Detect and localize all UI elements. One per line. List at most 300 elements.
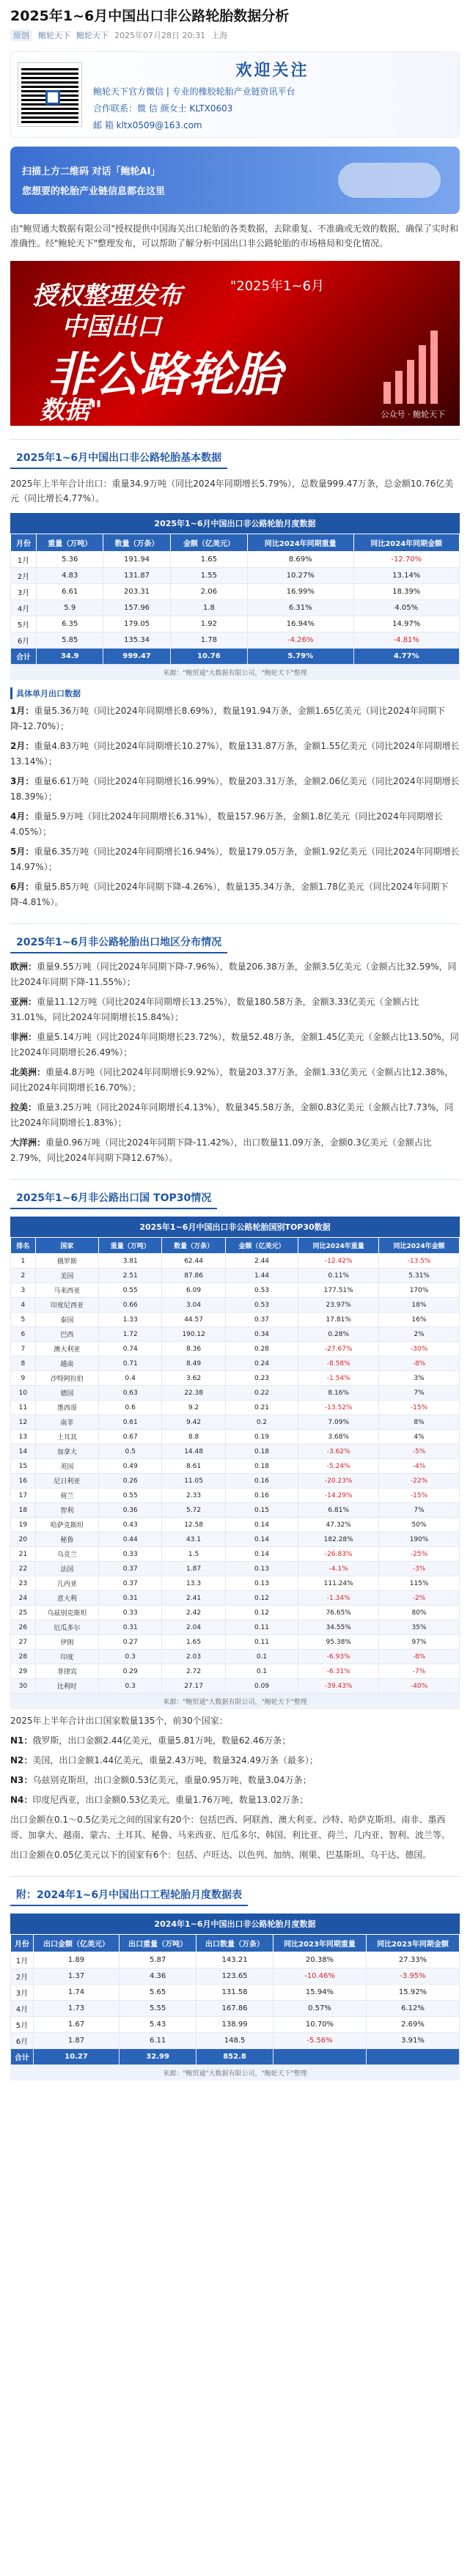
table-cell: 1月 xyxy=(11,1952,34,1968)
table-cell: 0.21 xyxy=(225,1400,298,1415)
table-cell: -5.56% xyxy=(273,2033,367,2049)
table-row xyxy=(11,1591,460,1606)
table-cell: -2% xyxy=(379,1591,460,1606)
table-cell: 1.87 xyxy=(33,2033,119,2049)
table-cell: 德国 xyxy=(35,1386,98,1400)
table-cell: 11.05 xyxy=(162,1474,225,1488)
table-cell: 8.69% xyxy=(248,552,353,568)
table-row xyxy=(11,1606,460,1620)
table-cell: 俄罗斯 xyxy=(35,1254,98,1269)
table-cell: 3.04 xyxy=(162,1298,225,1313)
region-item-label: 大洋洲： xyxy=(10,1137,46,1148)
table-cell: 0.3 xyxy=(99,1679,162,1694)
table-cell: -4.1% xyxy=(298,1562,379,1576)
table-total-row xyxy=(11,2049,460,2065)
table-cell xyxy=(273,2049,367,2065)
table-cell: -6.31% xyxy=(298,1664,379,1679)
table-cell: 6.12% xyxy=(366,2001,459,2017)
table-cell: 17 xyxy=(11,1488,36,1503)
table-cell: 6.81% xyxy=(298,1503,379,1518)
top-country-item-text: 乌兹别克斯坦，出口金额0.53亿美元，重量0.95万吨，数量3.04万条； xyxy=(32,1775,312,1785)
table-cell: 1.78 xyxy=(170,632,247,649)
table-cell: 13 xyxy=(11,1430,36,1444)
table-cell: 0.36 xyxy=(99,1503,162,1518)
table-cell: 1.72 xyxy=(99,1327,162,1342)
follow-heading: 欢迎关注 xyxy=(235,62,309,80)
table-cell: 0.11 xyxy=(225,1620,298,1635)
table-row xyxy=(11,584,460,600)
table-cell: 11 xyxy=(11,1400,36,1415)
table-cell: 0.4 xyxy=(99,1371,162,1386)
table-cell: 法国 xyxy=(35,1562,98,1576)
table-cell: 10.27 xyxy=(33,2049,119,2065)
table-cell: 3.62 xyxy=(162,1371,225,1386)
table-cell: -12.70% xyxy=(353,552,460,568)
table-cell: 0.28 xyxy=(225,1342,298,1357)
intro-paragraph: 由"鲍贸通大数据有限公司"授权提供中国海关出口轮胎的各类数据，去除重复、不准确或无效的数据，确保了实时和准确性。经"鲍轮天下"整理发布，可以帮助了解分析中国出口非公路轮胎的市场格局和变化情况。 xyxy=(10,224,459,248)
table-header-cell: 数量（万条） xyxy=(103,534,170,552)
table-cell: 厄瓜多尔 xyxy=(35,1620,98,1635)
table-cell: 0.44 xyxy=(99,1532,162,1547)
section-regions xyxy=(10,923,460,1166)
banner-line2: 您想要的轮胎产业链信息都在这里 xyxy=(22,186,166,197)
table-cell: 34.55% xyxy=(298,1620,379,1635)
table-cell: -7% xyxy=(379,1664,460,1679)
table-cell: 18.39% xyxy=(353,584,460,600)
month-item-text: 重量5.36万吨（同比2024年同期增长8.69%），数量191.94万条，金额1.65亿美元（同比2024年同期下降-12.70%）； xyxy=(10,706,445,731)
table-row xyxy=(11,1400,460,1415)
region-item-text: 重量0.96万吨（同比2024年同期下降-11.42%），出口数量11.09万条，金额0.3亿美元（金额占比2.79%，同比2024年同期下降12.67%）。 xyxy=(10,1137,432,1163)
table-cell: 12 xyxy=(11,1415,36,1430)
table-cell: 1.37 xyxy=(33,1968,119,1985)
table-cell: 0.27 xyxy=(99,1635,162,1650)
table-cell: 0.49 xyxy=(99,1459,162,1474)
table-row xyxy=(11,1503,460,1518)
table-cell: -20.23% xyxy=(298,1474,379,1488)
table-cell: 6月 xyxy=(11,632,37,649)
table-cell: 16 xyxy=(11,1474,36,1488)
table-cell: 0.09 xyxy=(225,1679,298,1694)
table-cell: 0.6 xyxy=(99,1400,162,1415)
table-cell: -1.34% xyxy=(298,1591,379,1606)
table-cell: 999.47 xyxy=(103,649,170,665)
table-row xyxy=(11,1635,460,1650)
table-cell: 0.16 xyxy=(225,1488,298,1503)
table-cell: 5.65 xyxy=(120,1985,197,2001)
region-item-label: 亚洲： xyxy=(10,997,37,1007)
table-cell: 123.65 xyxy=(197,1968,273,1985)
region-item xyxy=(10,1065,460,1096)
top-country-item-label: N1： xyxy=(10,1735,33,1746)
table-row xyxy=(11,2033,460,2049)
table-cell: 1.65 xyxy=(170,552,247,568)
table-cell: 3.91% xyxy=(366,2033,459,2049)
month-item-text: 重量5.9万吨（同比2024年同期增长6.31%），数量157.96万条，金额1.8亿美元（同比2024年同期增长4.05%）； xyxy=(10,811,443,837)
author-link[interactable]: 鲍轮天下 xyxy=(38,31,70,40)
table-row xyxy=(11,568,460,584)
table-cell: 0.55 xyxy=(99,1283,162,1298)
table-cell: 6.11 xyxy=(120,2033,197,2049)
table-header-cell: 同比2024年同期金额 xyxy=(353,534,460,552)
region-item xyxy=(10,1030,460,1060)
table-cell: 27.17 xyxy=(162,1679,225,1694)
table-cell: 4.05% xyxy=(353,600,460,616)
table-header-cell: 重量（万吨） xyxy=(37,534,103,552)
table-cell: -27.67% xyxy=(298,1342,379,1357)
follow-card xyxy=(10,51,460,138)
table-row xyxy=(11,1576,460,1591)
table-cell: 0.37 xyxy=(225,1313,298,1327)
table-cell xyxy=(366,2049,459,2065)
table-cell: 22 xyxy=(11,1562,36,1576)
table-cell: 4.77% xyxy=(353,649,460,665)
table-cell: -3.62% xyxy=(298,1444,379,1459)
table-cell: 7 xyxy=(11,1342,36,1357)
table-cell: 24 xyxy=(11,1591,36,1606)
table-cell: 0.13 xyxy=(225,1576,298,1591)
table-cell: 泰国 xyxy=(35,1313,98,1327)
table-cell: 148.5 xyxy=(197,2033,273,2049)
table-cell: 157.96 xyxy=(103,600,170,616)
month-item-label: 3月： xyxy=(10,776,34,786)
table-header-cell: 同比2024年金额 xyxy=(379,1238,460,1254)
table-cell: 4% xyxy=(379,1430,460,1444)
table-cell: 143.21 xyxy=(197,1952,273,1968)
region-item xyxy=(10,959,460,990)
table-cell: 34.9 xyxy=(37,649,103,665)
table-row xyxy=(11,1357,460,1371)
table-cell: -13.5% xyxy=(379,1254,460,1269)
table-cell: 179.05 xyxy=(103,616,170,632)
poster-text-d: 非公路轮胎 xyxy=(47,348,282,402)
table-cell: 哈萨克斯坦 xyxy=(35,1518,98,1532)
table-cell: 28 xyxy=(11,1650,36,1664)
region-item-label: 拉美： xyxy=(10,1102,37,1112)
table-header-cell: 出口重量（万吨） xyxy=(120,1935,197,1952)
table-row xyxy=(11,1968,460,1985)
table-cell: 0.18 xyxy=(225,1459,298,1474)
table-cell: 0.26 xyxy=(99,1474,162,1488)
region-item-label: 欧洲： xyxy=(10,962,37,972)
table-cell: 14.48 xyxy=(162,1444,225,1459)
table-cell: 16.94% xyxy=(248,616,353,632)
qr-code[interactable] xyxy=(18,63,81,126)
table-cell: 8.8 xyxy=(162,1430,225,1444)
table-cell: 7.09% xyxy=(298,1415,379,1430)
table-cell: 0.33 xyxy=(99,1547,162,1562)
follow-line1: 鲍轮天下官方微信 | 专业的橡胶轮胎产业链资讯平台 xyxy=(93,86,295,97)
table-cell: 7% xyxy=(379,1503,460,1518)
table-cell: 6.61 xyxy=(37,584,103,600)
table-cell: 沙特阿拉伯 xyxy=(35,1371,98,1386)
table-row xyxy=(11,1283,460,1298)
table-cell: 15.94% xyxy=(273,1985,367,2001)
table-cell: 5月 xyxy=(11,616,37,632)
table-cell: 比利时 xyxy=(35,1679,98,1694)
table-cell: 10.76 xyxy=(170,649,247,665)
table-cell: 0.14 xyxy=(225,1518,298,1532)
table-cell: 22.38 xyxy=(162,1386,225,1400)
table-cell: 巴西 xyxy=(35,1327,98,1342)
table-row xyxy=(11,1444,460,1459)
table-row xyxy=(11,1488,460,1503)
table-cell: 0.11 xyxy=(225,1635,298,1650)
table-cell: 1.44 xyxy=(225,1269,298,1283)
table-cell: 0.66 xyxy=(99,1298,162,1313)
table-cell: 7% xyxy=(379,1386,460,1400)
table-cell: 167.86 xyxy=(197,2001,273,2017)
table-cell: -6.93% xyxy=(298,1650,379,1664)
table-row xyxy=(11,1985,460,2001)
table-cell: 182.28% xyxy=(298,1532,379,1547)
table-cell: 0.5 xyxy=(99,1444,162,1459)
table-cell: 18 xyxy=(11,1503,36,1518)
table-cell: 3 xyxy=(11,1283,36,1298)
table-cell: 62.44 xyxy=(162,1254,225,1269)
table-cell: 5月 xyxy=(11,2017,34,2033)
table-cell: 0.29 xyxy=(99,1664,162,1679)
table-row xyxy=(11,1664,460,1679)
table-row xyxy=(11,1620,460,1635)
month-item xyxy=(10,774,460,805)
top-country-item xyxy=(10,1773,460,1788)
table-cell: 1.65 xyxy=(162,1635,225,1650)
table-cell: -40% xyxy=(379,1679,460,1694)
table-cell: 20.38% xyxy=(273,1952,367,1968)
follow-line2: 合作联系：微 信 颜女士 KLTX0603 xyxy=(93,103,233,114)
table-cell: 0.14 xyxy=(225,1547,298,1562)
table-cell: 0.18 xyxy=(225,1444,298,1459)
table-cell: 2.51 xyxy=(99,1269,162,1283)
table-cell: 0.22 xyxy=(225,1386,298,1400)
table-cell: 0.31 xyxy=(99,1591,162,1606)
table-cell: 秘鲁 xyxy=(35,1532,98,1547)
table-row xyxy=(11,1298,460,1313)
month-item-label: 1月： xyxy=(10,706,34,716)
table-cell: 0.19 xyxy=(225,1430,298,1444)
table-cell: 131.58 xyxy=(197,1985,273,2001)
table-cell: 2.72 xyxy=(162,1664,225,1679)
table-cell: 马来西亚 xyxy=(35,1283,98,1298)
table-row xyxy=(11,1342,460,1357)
table-header-cell: 金额（亿美元） xyxy=(225,1238,298,1254)
table-row xyxy=(11,1269,460,1283)
poster-bars-icon xyxy=(383,331,438,404)
month-item xyxy=(10,844,460,875)
range1: 出口金额在0.1～0.5亿美元之间的国家有20个：包括巴西、阿联酋、澳大利亚、沙特、哈萨克斯坦、南非、墨西哥、加拿大、越南、蒙古、土耳其、秘鲁、马来西亚、厄瓜多尔、韩国、利比亚、荷兰、几内亚、智利、波兰等。 xyxy=(10,1815,451,1840)
table-cell: 5.72 xyxy=(162,1503,225,1518)
table-cell: 4.83 xyxy=(37,568,103,584)
table-cell: 44.57 xyxy=(162,1313,225,1327)
table-row xyxy=(11,552,460,568)
section3-heading: 2025年1~6月非公路出口国 TOP30情况 xyxy=(10,1187,217,1209)
table-cell: 0.74 xyxy=(99,1342,162,1357)
month-item-text: 重量5.85万吨（同比2024年同期下降-4.26%），数量135.34万条，金额1.78亿美元（同比2024年同期下降-4.81%）。 xyxy=(10,882,449,907)
table-cell: 135.34 xyxy=(103,632,170,649)
table-cell: 2.69% xyxy=(366,2017,459,2033)
table-cell: 9.2 xyxy=(162,1400,225,1415)
table-row xyxy=(11,1371,460,1386)
table-cell: 15.92% xyxy=(366,1985,459,2001)
table-cell: 170% xyxy=(379,1283,460,1298)
table-cell: 2.33 xyxy=(162,1488,225,1503)
table-cell: 87.86 xyxy=(162,1269,225,1283)
top-country-item-text: 俄罗斯，出口金额2.44亿美元，重量5.81万吨，数量62.46万条； xyxy=(32,1735,291,1746)
table-cell: 1.67 xyxy=(33,2017,119,2033)
table-cell: 2% xyxy=(379,1327,460,1342)
publish-time: 2025年07月28日 20:31 xyxy=(114,31,206,40)
table-row xyxy=(11,1459,460,1474)
table-cell: 0.53 xyxy=(225,1283,298,1298)
table-cell: 2月 xyxy=(11,568,37,584)
location: 上海 xyxy=(211,31,228,40)
top-country-item-label: N3： xyxy=(10,1775,33,1785)
table-cell: 加拿大 xyxy=(35,1444,98,1459)
table-total-row xyxy=(11,649,460,665)
table-cell: 10.27% xyxy=(248,568,353,584)
top-country-item-text: 印度尼西亚，出口金额0.53亿美元，重量1.76万吨，数量13.02万条； xyxy=(32,1795,309,1805)
table-cell: 0.1 xyxy=(225,1664,298,1679)
table-cell: -3.95% xyxy=(366,1968,459,1985)
month-item xyxy=(10,809,460,840)
cover-poster xyxy=(10,261,460,426)
top30-intro: 2025年上半年合计出口国家数量135个，前30个国家： xyxy=(10,1716,228,1726)
ai-bubble-icon xyxy=(338,163,441,198)
region-item xyxy=(10,1135,460,1166)
table-cell: 2.06 xyxy=(170,584,247,600)
table-cell: 4.36 xyxy=(120,1968,197,1985)
region-item-label: 非洲： xyxy=(10,1032,37,1042)
table-cell: 1 xyxy=(11,1254,36,1269)
table-cell: 0.3 xyxy=(99,1650,162,1664)
section1-heading: 2025年1~6月中国出口非公路轮胎基本数据 xyxy=(10,447,227,469)
table-cell: 203.31 xyxy=(103,584,170,600)
table-cell: 15 xyxy=(11,1459,36,1474)
table-cell: 0.55 xyxy=(99,1488,162,1503)
account-link[interactable]: 鲍轮天下 xyxy=(76,31,109,40)
table-cell: 23.97% xyxy=(298,1298,379,1313)
table-cell: 27 xyxy=(11,1635,36,1650)
ai-banner[interactable] xyxy=(10,147,460,214)
table-cell: 合计 xyxy=(11,649,37,665)
table-source: 来源："鲍贸通"大数据有限公司，"鲍轮天下"整理 xyxy=(10,665,460,680)
poster-text-a: 授权整理发布 xyxy=(32,281,182,311)
table-cell: 16% xyxy=(379,1313,460,1327)
table-cell: 14.97% xyxy=(353,616,460,632)
section-basic-data xyxy=(10,439,460,910)
table-cell: 美国 xyxy=(35,1269,98,1283)
table-cell: 138.99 xyxy=(197,2017,273,2033)
top30-caption: 2025年1~6月中国出口非公路轮胎国别TOP30数据 xyxy=(10,1217,460,1237)
table-cell: 5.36 xyxy=(37,552,103,568)
table-row xyxy=(11,2001,460,2017)
section1-subheading: 具体单月出口数据 xyxy=(10,687,460,699)
table-header-cell: 国家 xyxy=(35,1238,98,1254)
table-row xyxy=(11,1254,460,1269)
table-cell: 2.03 xyxy=(162,1650,225,1664)
table-cell: 14 xyxy=(11,1444,36,1459)
table-row xyxy=(11,1518,460,1532)
table-cell: 0.63 xyxy=(99,1386,162,1400)
table-cell: 177.51% xyxy=(298,1283,379,1298)
table-cell: 0.34 xyxy=(225,1327,298,1342)
table-cell: 32.99 xyxy=(120,2049,197,2065)
table-cell: 0.11% xyxy=(298,1269,379,1283)
top-country-item-label: N4： xyxy=(10,1795,33,1805)
table-cell: 0.67 xyxy=(99,1430,162,1444)
table-row xyxy=(11,2017,460,2033)
table-cell: 1.73 xyxy=(33,2001,119,2017)
original-tag: 原创 xyxy=(10,29,32,41)
table-row xyxy=(11,616,460,632)
table-cell: 6.31% xyxy=(248,600,353,616)
table-cell: 9 xyxy=(11,1371,36,1386)
table-header-cell: 出口数量（万条） xyxy=(197,1935,273,1952)
region-item-text: 重量4.8万吨（同比2024年同期增长9.92%），数量203.37万条，金额1.33亿美元（金额占比12.38%，同比2024年同期增长16.70%）； xyxy=(10,1067,454,1093)
table-cell: 伊朗 xyxy=(35,1635,98,1650)
table-cell: -14.29% xyxy=(298,1488,379,1503)
table-cell: 47.32% xyxy=(298,1518,379,1532)
table-cell: 1.55 xyxy=(170,568,247,584)
table-cell: -22% xyxy=(379,1474,460,1488)
month-item-text: 重量4.83万吨（同比2024年同期增长10.27%），数量131.87万条，金额1.55亿美元（同比2024年同期增长13.14%）； xyxy=(10,741,460,767)
table-cell: 5.79% xyxy=(248,649,353,665)
poster-text-c: 中国出口 xyxy=(62,312,161,342)
table-cell: 3% xyxy=(379,1371,460,1386)
region-item-text: 重量5.14万吨（同比2024年同期增长23.72%），数量52.48万条，金额1.45亿美元（金额占比13.50%，同比2024年同期增长26.49%）； xyxy=(10,1032,459,1058)
table-cell: 0.31 xyxy=(99,1620,162,1635)
table-header-cell: 同比2023年同期金额 xyxy=(366,1935,459,1952)
section1-summary: 2025年上半年合计出口：重量34.9万吨（同比2024年同期增长5.79%），总数量999.47万条，总金额10.76亿美元（同比增长4.77%）。 xyxy=(10,479,454,503)
poster-text-b: "2025年1~6月 xyxy=(230,278,325,294)
table-cell: 0.23 xyxy=(225,1371,298,1386)
table-cell: 6月 xyxy=(11,2033,34,2049)
table-cell: 8.61 xyxy=(162,1459,225,1474)
top30-table xyxy=(10,1217,460,1694)
monthly-table-2025 xyxy=(10,513,460,665)
month-item-label: 6月： xyxy=(10,882,34,892)
table-cell: 17.81% xyxy=(298,1313,379,1327)
table-cell: 意大利 xyxy=(35,1591,98,1606)
top-country-item xyxy=(10,1753,460,1768)
top-country-item xyxy=(10,1733,460,1749)
article-title: 2025年1~6月中国出口非公路轮胎数据分析 xyxy=(10,8,290,24)
month-item-label: 4月： xyxy=(10,811,34,822)
table-cell: 5.31% xyxy=(379,1269,460,1283)
table-cell: 12.58 xyxy=(162,1518,225,1532)
month-item xyxy=(10,739,460,770)
table-cell: 越南 xyxy=(35,1357,98,1371)
table-cell: 几内亚 xyxy=(35,1576,98,1591)
table-row xyxy=(11,1313,460,1327)
table-cell: 0.37 xyxy=(99,1576,162,1591)
table-cell: 3.81 xyxy=(99,1254,162,1269)
table-cell: 1月 xyxy=(11,552,37,568)
table-cell: 2.44 xyxy=(225,1254,298,1269)
table-cell: 1.92 xyxy=(170,616,247,632)
table-cell: 3.68% xyxy=(298,1430,379,1444)
table-cell: 76.65% xyxy=(298,1606,379,1620)
month-item-text: 重量6.35万吨（同比2024年同期增长16.94%），数量179.05万条，金额1.92亿美元（同比2024年同期增长14.97%）； xyxy=(10,846,460,872)
monthly-table-2024 xyxy=(10,1913,460,2065)
top30-source: 来源："鲍贸通"大数据有限公司，"鲍轮天下"整理 xyxy=(10,1694,460,1709)
table-cell: 尼日利亚 xyxy=(35,1474,98,1488)
table-cell: -4.26% xyxy=(248,632,353,649)
table-cell: 13.14% xyxy=(353,568,460,584)
table-cell: 30 xyxy=(11,1679,36,1694)
table-cell: 5.87 xyxy=(120,1952,197,1968)
table-cell: -15% xyxy=(379,1400,460,1415)
